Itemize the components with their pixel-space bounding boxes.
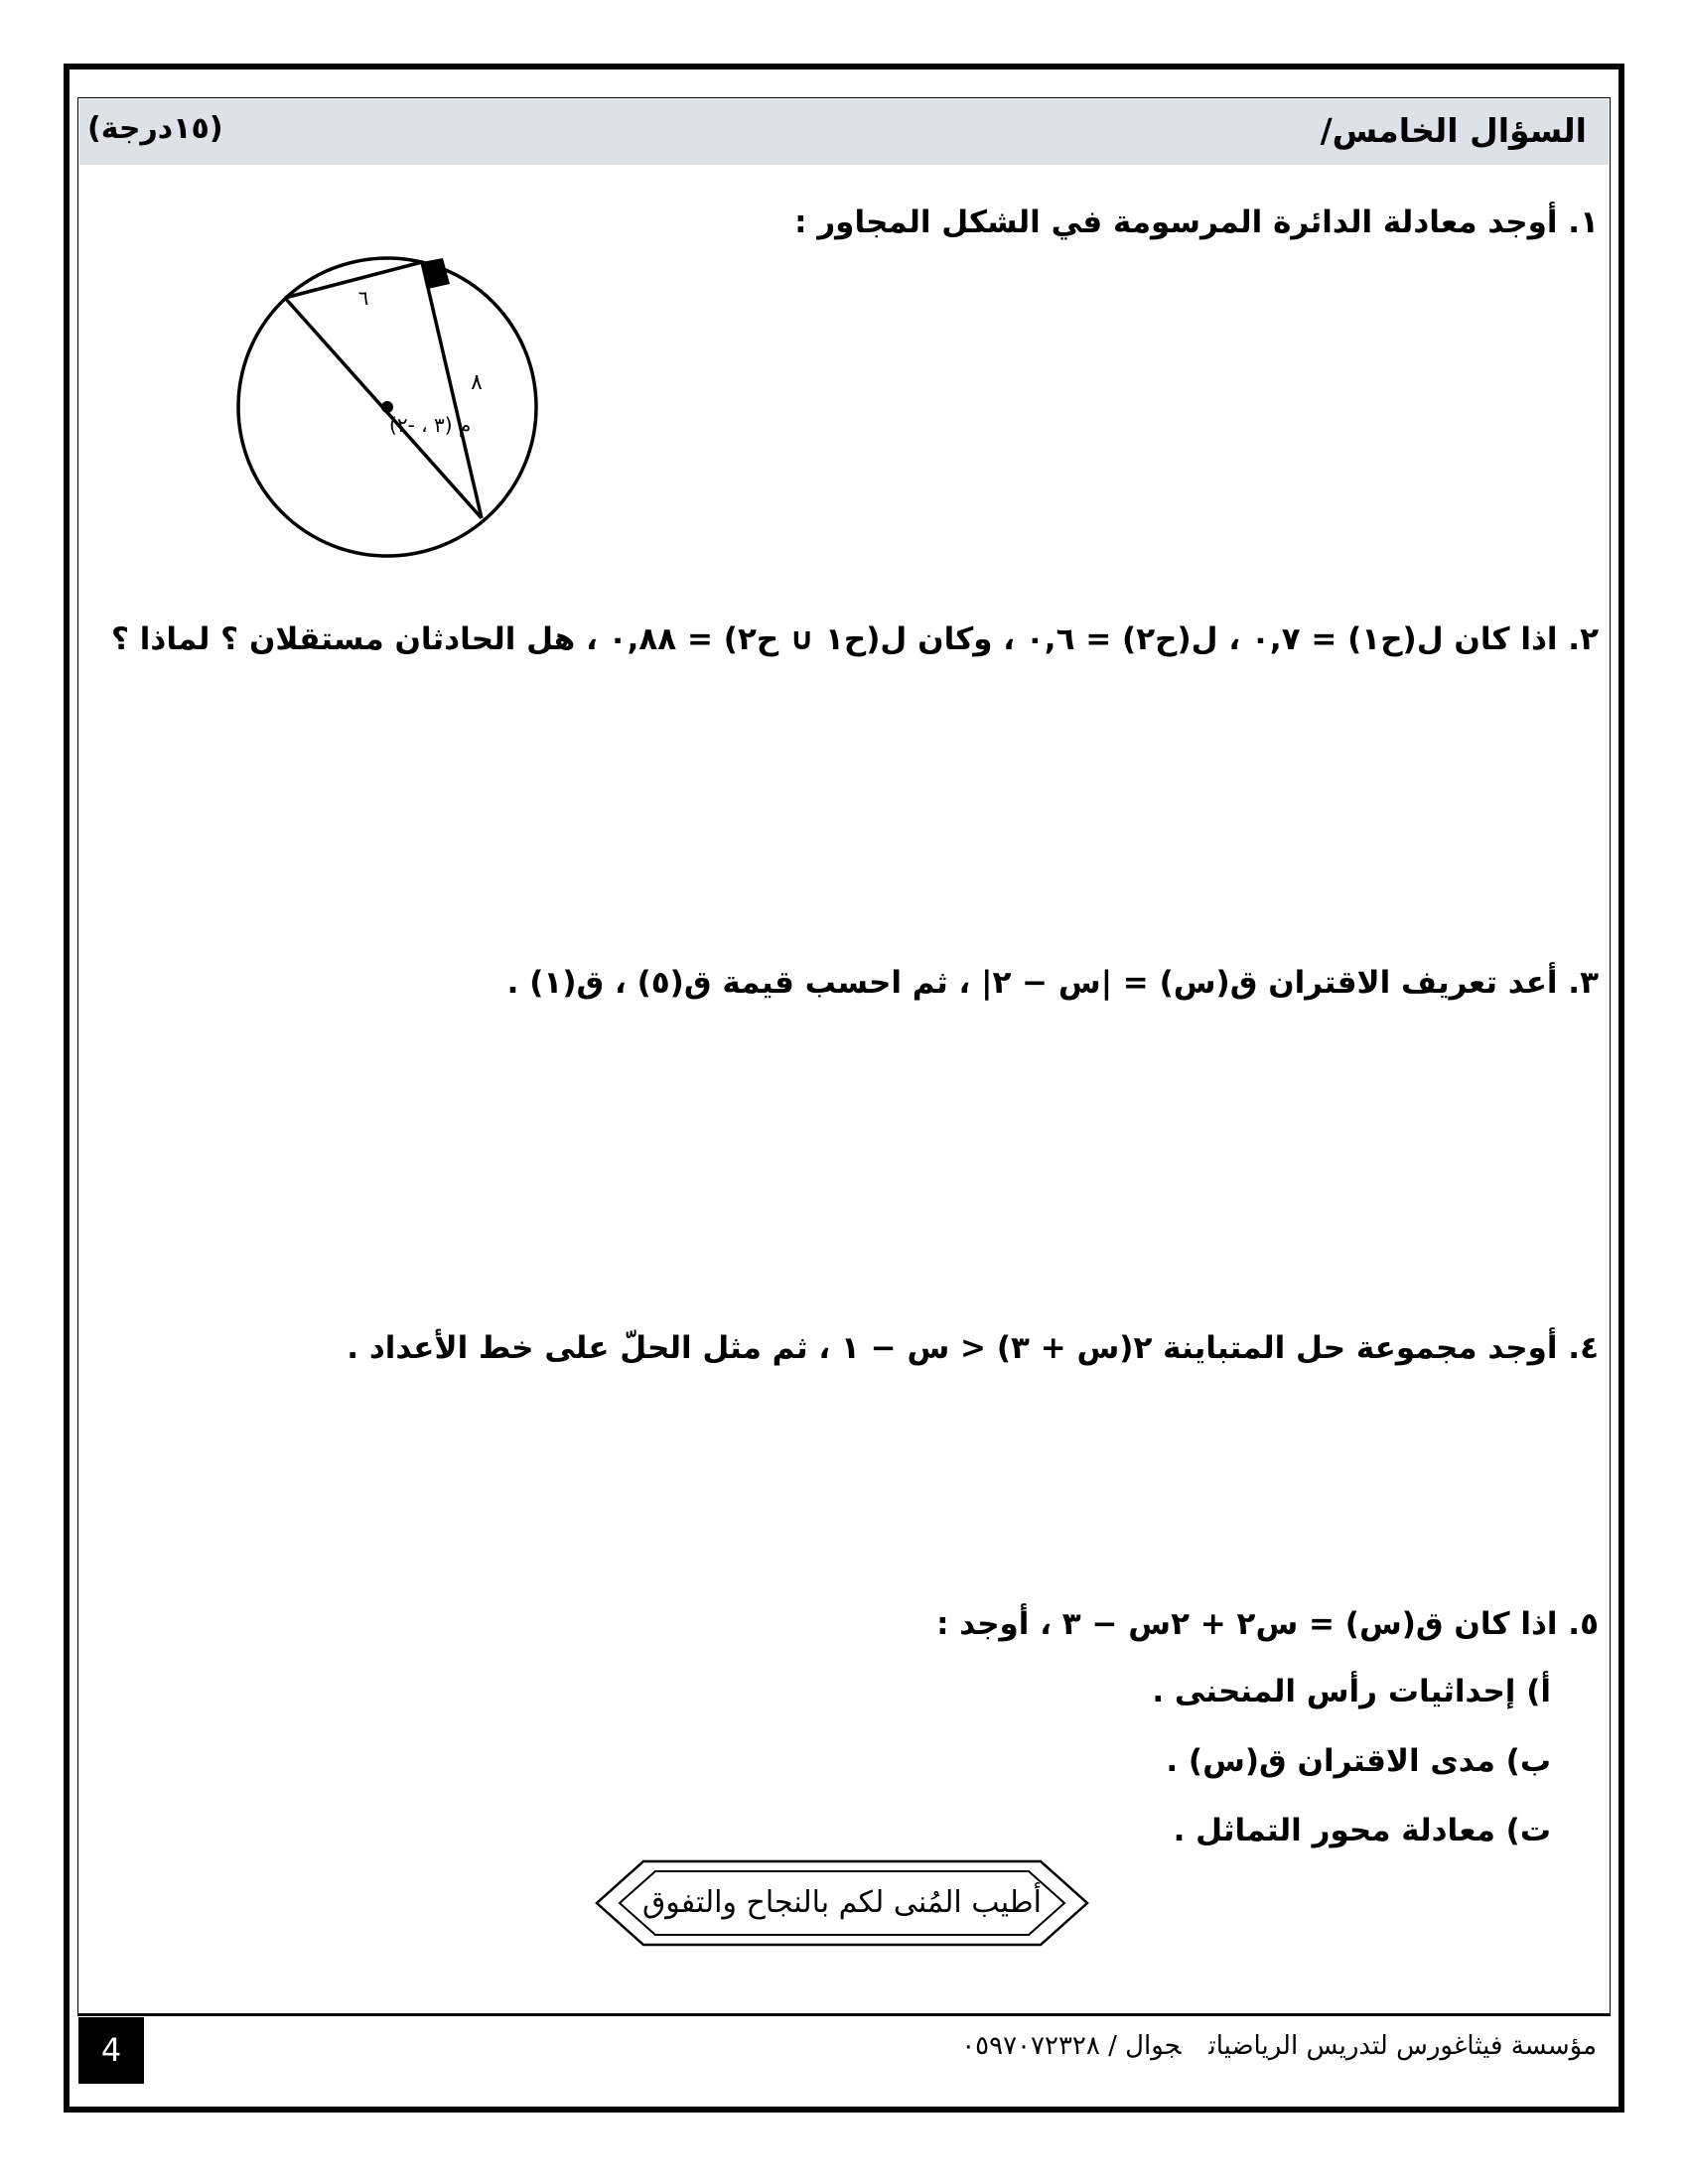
question-3: ٣. أعد تعريف الاقتران ق(س) = |س − ٢| ، ثم احسب قيمة ق(٥) ، ق(١) . xyxy=(506,965,1599,1001)
institute-name: مؤسسة فيثاغورس لتدريس الرياضيات xyxy=(1208,2031,1597,2061)
phone-number: جوال / ٠٥٩٧٠٧٢٣٢٨ xyxy=(961,2031,1182,2061)
question-4: ٤. أوجد مجموعة حل المتباينة ٢(س + ٣) < س − ١ ، ثم مثل الحلّ على خط الأعداد . xyxy=(347,1330,1599,1366)
question-1: ١. أوجد معادلة الدائرة المرسومة في الشكل المجاور : xyxy=(794,205,1599,240)
subpart-c: ت) معادلة محور التماثل . xyxy=(1173,1813,1551,1848)
page-number: 4 xyxy=(78,2017,144,2084)
banner-text: أطيب المُنى لكم بالنجاح والتفوق xyxy=(642,1885,1042,1920)
chord-top xyxy=(285,262,422,298)
question-5: ٥. اذا كان ق(س) = س٢ + ٢س − ٣ ، أوجد : xyxy=(936,1606,1599,1642)
header-title: السؤال الخامس/ xyxy=(1320,111,1587,150)
center-label: م (٣ ، -٢) xyxy=(389,413,472,437)
subpart-b: ب) مدى الاقتران ق(س) . xyxy=(1166,1743,1551,1779)
question-2: ٢. اذا كان ل(ح١) = ٠,٧ ، ل(ح٢) = ٠,٦ ، وكان ل(ح١ ∪ ح٢) = ٠,٨٨ ، هل الحادثان مستقلان ؟ لماذا ؟ xyxy=(111,621,1599,657)
footer-info xyxy=(961,2031,1597,2061)
subpart-a: أ) إحداثيات رأس المنحنى . xyxy=(1152,1674,1551,1709)
center-point xyxy=(381,401,393,413)
good-luck-banner xyxy=(594,1858,1090,1948)
question-header xyxy=(79,99,1609,165)
circle-figure xyxy=(228,248,546,566)
footer-divider xyxy=(77,2013,1611,2016)
side-label-top: ٦ xyxy=(357,286,369,310)
header-score: (١٥درجة) xyxy=(87,111,223,146)
side-label-right: ٨ xyxy=(471,370,483,395)
